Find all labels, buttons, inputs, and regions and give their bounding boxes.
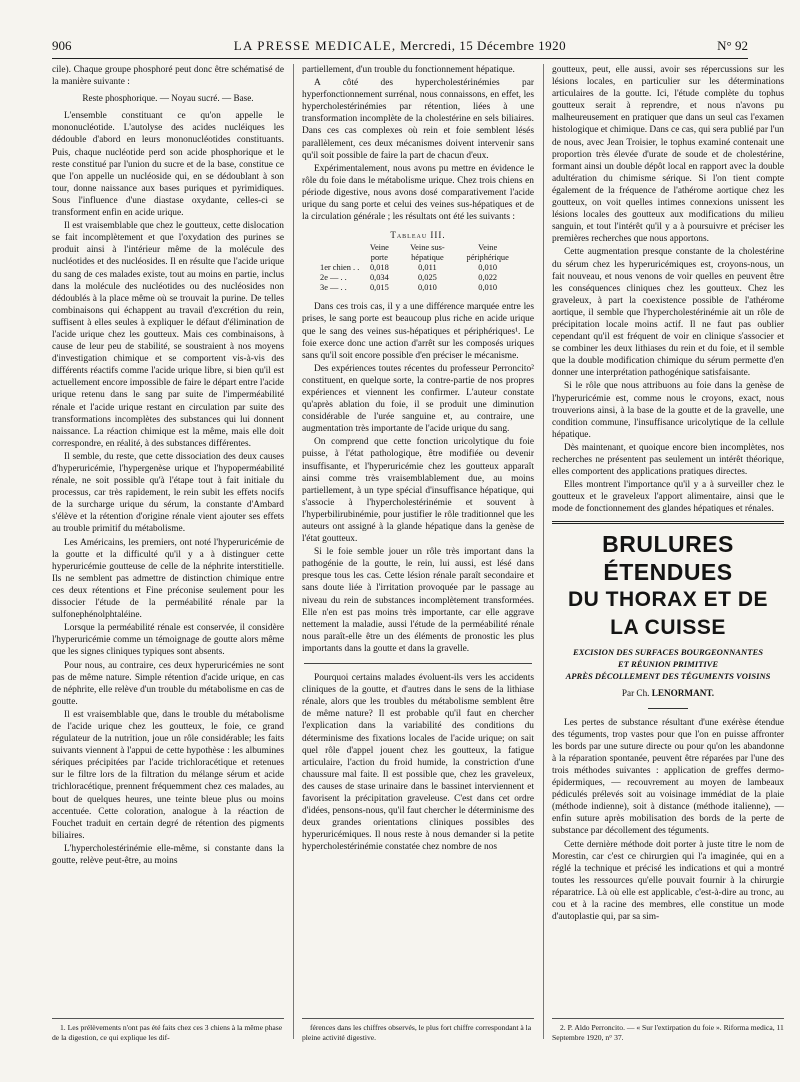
- paragraph: goutteux, peut, elle aussi, avoir ses répercussions sur les lésions locales, en particulier sur les déterminations articulaires de la goutte. Ici, l'étude complète du tophus goutteux serait à reprendre, et nous n'avons pu malheureusement en pratiquer que dans un seul cas l'examen histologique et chimique. Dans ce cas, qui sera publié par l'un de nous, avec Jean Troisier, le tophus examiné contenait une proportion très élevée d'urate de soude et de cholestérine, formant ainsi un double dépôt local en rapport avec la double adultération du chimisme sérique. Si l'on tient compte également de la fréquence de l'athérome aortique chez les goutteux, on voit quelles intimes connexions unissent les lésions locales des goutteux aux modifications du milieu sanguin, et tout l'intérêt qu'il y a à poursuivre et préciser les premières recherches que nous apportons.: [552, 65, 784, 245]
- paragraph: Dans ces trois cas, il y a une différence marquée entre les prises, le sang porte est beaucoup plus riche en acide urique que le sang des veines sus-hépatiques et périphériques¹. Le foie exerce donc une action d'arrêt sur les composés uriques sans qu'il soit encore possible d'en préciser le mécanisme.: [302, 302, 534, 361]
- column-1: [52, 64, 284, 1039]
- paragraph: Lorsque la perméabilité rénale est conservée, il considère l'hyperuricémie comme un témoignage de goutte alors même que les signes cliniques typiques sont absents.: [52, 623, 284, 658]
- paragraph: Cette dernière méthode doit porter à juste titre le nom de Morestin, car c'est ce chirurgien qui l'a imaginée, qui en a réglé la technique et précisé les indications et qui a montré toutes les ressources qu'elle pouvait fournir à la chirurgie réparatrice. Là où elle est applicable, c'est-à-dire au tronc, au cou et à la racine des membres, elle constitue un mode d'autoplastie qui, par sa sim-: [552, 839, 784, 923]
- paragraph: Il semble, du reste, que cette dissociation des deux causes d'hyperuricémie, l'hypergenèse urique et l'hypoperméabilité rénale, ne soit possible qu'à l'étape tout à fait initiale du processus, car très rapidement, le rein subit les effets nocifs de la surcharge urique du sérum, la constante d'Ambard s'élève et la rétention d'origine rénale vient ajouter ses effets au trouble primitif du métabolisme.: [52, 451, 284, 535]
- paragraph: L'ensemble constituant ce qu'on appelle le mononucléotide. L'autolyse des acides nucléiques les dédouble d'abord en leurs mononucléotides constituants. Puis, chaque nucléotide perd son acide phosphorique et le reste constitué par l'union du sucre et de la base, constitue ce que l'on appelle un nucléoside qui, en se dédoublant à son tour, donne naissance aux bases puriques et pyrimidiques. Sous l'influence d'une diastase oxydante, celles-ci se transforment enfin en acide urique.: [52, 111, 284, 219]
- footnote-rule: [302, 1018, 534, 1019]
- table-cell: 3e — . .: [320, 283, 347, 293]
- table-row: [318, 263, 518, 273]
- footnote-text: 2. P. Aldo Perroncito. — « Sur l'extirpation du foie ». Riforma medica, 11 Septembre 1920, n° 37.: [552, 1023, 784, 1042]
- table-cell: 0,015: [369, 283, 389, 293]
- paragraph: Si le rôle que nous attribuons au foie dans la genèse de l'hyperuricémie est, comme nous le croyons, exact, nous trouverions ainsi, à la base de la goutte et de la gravelle, une condition commune, l'insuffisance uricolytique de la cellule hépatique.: [552, 381, 784, 440]
- paragraph: partiellement, d'un trouble du fonctionnement hépatique.: [302, 65, 515, 75]
- table-cell: 0,018: [369, 263, 389, 273]
- formula-line: Reste phosphorique. — Noyau sucré. — Base.: [82, 93, 254, 104]
- footnote-2: [552, 1018, 784, 1043]
- table-header-row: [318, 243, 518, 263]
- table-cell: 0,022: [478, 273, 498, 283]
- paragraph: On comprend que cette fonction uricolytique du foie puisse, à l'état pathologique, être modifiée ou devenir insuffisante, et l'hyperuricémie chez les goutteux apparaît ainsi comme très vraisemblablement due, au moins partiellement, à un type spécial d'insuffisance hépatique, qui s'associe à l'hypercholestérinémie et souvent à l'hyperbilirubinémie, pour justifier le rôle traditionnel que les auteurs ont assigné à la glande hépatique dans la genèse de l'état goutteux.: [302, 437, 534, 545]
- paragraph: Il est vraisemblable que chez le goutteux, cette dislocation se fait incomplètement et que l'oxydation des purines se produit ainsi à l'intérieur même de la molécule des nucléotides et des nucléosides. Il en résulte que l'acide urique du sang de ces malades existe, tout au moins en partie, inclus dans la molécule des nucléotides ou des nucléosides non dédoublés à la place même où se trouvait la purine. De telles combinaisons qui échappent au travail d'excrétion du rein, suffisent à elles seules à expliquer le défaut d'élimination de l'acide urique chez les goutteux. Mais ces combinaisons, à cause de leur peu de stabilité, se soustraient à nos moyens d'investigation chimique et se comportent vis-à-vis des différents réactifs comme l'acide urique libre, si bien qu'il est actuellement encore impossible de faire le départ entre l'acide urique retenu dans le sang par suite de l'imperméabilité rénale et l'acide urique restant en circulation par suite des transformations incomplètes des substances qui lui donnent naissance. La réaction chimique est la même, mais elle doit correspondre, en réalité, à des substances différentes.: [52, 221, 284, 449]
- article-subtitle-line: APRÈS DÉCOLLEMENT DES TÉGUMENTS VOISINS: [565, 671, 771, 682]
- article-title-line-2: DU THORAX ET DE LA CUISSE: [567, 588, 768, 640]
- table-header-cell: Veine sus-hépatique: [410, 243, 445, 263]
- paragraph: Si le foie semble jouer un rôle très important dans la pathogénie de la goutte, le rein, lui aussi, est lésé dans presque tous les cas. Cette lésion rénale paraît secondaire et sans doute liée à l'irritation provoquée par le passage au niveau du rein de substances incomplètement transformées. Elle n'en est pas moins très importante, car elle aggrave nettement la maladie, aussi l'étude de la perméabilité rénale nous paraît-elle être un des éléments de pronostic les plus importants dans la goutte et dans la gravelle.: [302, 547, 534, 654]
- article-byline: [552, 687, 784, 699]
- paragraph: Les Américains, les premiers, ont noté l'hyperuricémie de la goutte et la difficulté qu'il y a à distinguer cette hyperuricémie goutteuse de celle de la néphrite interstitielle. Ils ne semblent pas admettre de distinction chimique entre ces deux rétentions et Fine préconise seulement pour les dissocier l'étude de la perméabilité rénale par la sulfonephénolphtaléine.: [52, 537, 284, 621]
- table-title: Tableau III.: [390, 230, 446, 241]
- column-3: [552, 64, 784, 1039]
- article-subtitle-line: ET RÉUNION PRIMITIVE: [617, 659, 719, 670]
- paragraph: cile). Chaque groupe phosphoré peut donc être schématisé de la manière suivante :: [52, 65, 284, 88]
- footnote-text: 1. Les prélèvements n'ont pas été faits chez ces 3 chiens à la même phase de la digestion, ce qui explique les dif-: [52, 1023, 283, 1042]
- table-cell: 0,025: [417, 273, 437, 283]
- paragraph: Expérimentalement, nous avons pu mettre en évidence le rôle du foie dans le métabolisme urique. Chez trois chiens en période digestive, nous avons dosé comparativement l'acide urique du sang porte et celui des veines sus-hépatiques et de la circulation générale ; les résultats ont été les suivants :: [302, 163, 534, 223]
- paragraph: L'hypercholestérinémie elle-même, si constante dans la goutte, relève peut-être, au moins: [52, 843, 284, 866]
- column-divider: [293, 64, 294, 1039]
- table-header-cell: [318, 243, 361, 263]
- table-cell: 1er chien . .: [320, 263, 360, 273]
- paragraph: Les pertes de substance résultant d'une exérèse étendue des téguments, trop vastes pour que l'on en puisse affronter les bords par une suture directe ou pour qu'on les abandonne à la réparation spontanée, peuvent être réparées par l'une des trois méthodes suivantes : application de greffes dermo-épidermiques, — recouvrement au moyen de lambeaux pédiculés prélevés soit au voisinage immédiat de la plaie (méthode indienne), soit à distance (méthode italienne), — enfin suture après mobilisation des bords de la perte de substance par décollement des téguments.: [552, 717, 784, 837]
- paragraph: Des expériences toutes récentes du professeur Perroncito² constituent, en quelque sorte, la contre-partie de nos propres expériences et viennent les confirmer. L'auteur constate qu'après ablation du foie, il se produit une diminution considérable de l'urée sanguine et, au contraire, une augmentation très importante de l'acide urique du sang.: [302, 363, 534, 435]
- page-header: [52, 36, 748, 58]
- table-cell: 0,010: [478, 263, 498, 273]
- footnote-rule: [552, 1018, 784, 1019]
- masthead: [52, 38, 748, 54]
- table-cell: 2e — . .: [320, 273, 347, 283]
- footnote-rule: [52, 1018, 284, 1019]
- paragraph: Pourquoi certains malades évoluent-ils vers les accidents cliniques de la goutte, et d'autres dans le sens de la lithiase rénale, alors que les troubles du métabolisme semblent être de même nature? Il est probable qu'il faut en chercher l'explication dans la variabilité des conditions du déterminisme des fixations locales de l'acide urique; on sait quel rôle d'appel jouent chez les goutteux, la fatigue articulaire, l'action du froid humide, la constriction d'une chaussure mal faite. Il est possible que, chez les graveleux, des causes de stase urinaire dans le bassinet interviennent et favorisent la précipitation graveleuse. C'est dans cet ordre d'idées, pensons-nous, qu'il faut chercher le déterminisme des deux grandes orientations cliniques possibles des hyperuricémiques. Il nous reste à nous demander si la petite hypercholestérinémie constatée chez nombre de nos: [302, 673, 534, 853]
- table-cell: 0,011: [418, 263, 437, 273]
- author-name: LENORMANT.: [651, 688, 715, 699]
- footnote-1-continued: [302, 1018, 534, 1043]
- publication-name: LA PRESSE MEDICALE,: [233, 38, 397, 53]
- paragraph: Cette augmentation presque constante de la cholestérine du sérum chez les hyperuricémiques est, croyons-nous, un fait nouveau, et nous venons de voir quelles en peuvent être les conséquences cliniques chez les goutteux. Chez les graveleux, à part la coexistence possible de l'athérome aortique, il semble que l'hypercholestérinémie ait un rôle de précipitation locale moins actif. Il ne faut pas oublier cependant qu'il est fréquent de voir en clinique s'associer et se combiner les deux lithiases du rein et du foie, et il semble que la double modification chimique du sérum permette d'en donner une interprétation pathogénique satisfaisante.: [552, 247, 784, 379]
- column-2: [302, 64, 534, 1039]
- table-cell: 0,034: [369, 273, 389, 283]
- table-header-cell: Veine périphérique: [466, 243, 509, 263]
- paragraph: Elles montrent l'importance qu'il y a à surveiller chez le goutteux et le graveleux l'apport alimentaire, ainsi que le mode de fonctionnement des glandes hépatiques et rénales.: [552, 480, 784, 515]
- table-header-cell: Veine porte: [369, 243, 389, 263]
- paragraph: Dès maintenant, et quoique encore bien incomplètes, nos recherches ne présentent pas seulement un intérêt théorique, elles comportent des applications pratiques directes.: [552, 442, 784, 478]
- page-number: 906: [52, 38, 72, 53]
- section-separator: [304, 663, 532, 664]
- table-row: [318, 273, 518, 283]
- header-rule: [52, 58, 748, 59]
- paragraph: A côté des hypercholestérinémies par hyperfonctionnement surrénal, nous connaissons, en effet, les hypercholestérinémies par rétention, liées à une transformation incomplète de la cholestérine en sels biliaires. Dans ces cas complexes où rein et foie semblent lésés parallèlement, ces deux mécanismes doivent intervenir sans qu'il soit possible de faire la part de chacun d'eux.: [302, 78, 534, 161]
- table-cell: 0,010: [478, 283, 498, 293]
- issue-date: Mercredi, 15 Décembre 1920: [400, 38, 567, 53]
- table-cell: 0,010: [417, 283, 437, 293]
- table-row: [318, 283, 518, 293]
- paragraph: Il est vraisemblable que, dans le trouble du métabolisme de l'acide urique chez les goutteux, le foie, ce grand régulateur de la nutrition, joue un rôle considérable; les faits suivants viennent à l'appui de cette hypothèse : les albumines sériques précipitées par l'acide trichloracétique et retenues sur le filtre lors de la filtration du mélange sérum et acide trichloracétique, prennent fréquemment chez ces malades, au bout de quelques heures, une teinte bleue plus ou moins accentuée. Cette coloration, analogue à la réaction de Fouchet traduit en certain degré de rétention des pigments biliaires.: [52, 709, 284, 841]
- article-title: BRULURES ÉTENDUES: [602, 531, 734, 586]
- byline-rule: [648, 708, 688, 709]
- issue-number: N° 92: [717, 38, 748, 53]
- footnote-1: [52, 1018, 284, 1043]
- byline-prefix: Par Ch.: [621, 688, 650, 699]
- article-separator: [552, 521, 784, 524]
- paragraph: Pour nous, au contraire, ces deux hyperuricémies ne sont pas de même nature. Simple rétention d'acide urique, en cas de néphrite, elle relève d'un trouble du métabolisme en cas de goutte.: [52, 660, 284, 707]
- footnote-text: férences dans les chiffres observés, le plus fort chiffre correspondant à la pleine activité digestive.: [302, 1023, 532, 1042]
- column-divider: [543, 64, 544, 1039]
- uric-acid-table: [318, 243, 518, 293]
- article-subtitle-line: EXCISION DES SURFACES BOURGEONNANTES: [572, 647, 763, 658]
- article-subtitle: [552, 646, 784, 682]
